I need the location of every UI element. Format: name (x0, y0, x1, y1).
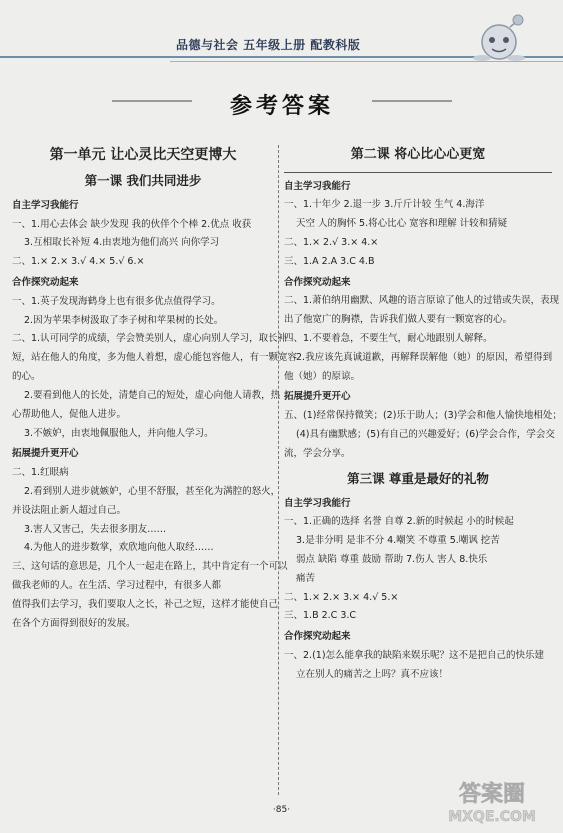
mascot-icon (470, 12, 528, 62)
main-title: 参考答案 (229, 94, 334, 119)
answer-line: 短，站在他人的角度，多为他人着想，虚心能包容他人，有一颗宽容 (12, 352, 298, 364)
answer-line: 三、这句话的意思是，几个人一起走在路上，其中肯定有一个可以 (12, 561, 288, 573)
answer-line: 在各个方面得到很好的发展。 (12, 617, 136, 629)
answer-line: 3.是非分明 是非不分 4.嘲笑 不尊重 5.嘲讽 挖苦 (296, 535, 500, 547)
right-column (284, 140, 562, 688)
svg-text:答案圈: 答案圈 (458, 782, 526, 807)
answer-line: 一、1.用心去体会 缺少发现 我的伙伴个个棒 2.优点 收获 (12, 218, 252, 230)
answer-line: 一、1.十年少 2.退一步 3.斤斤计较 生气 4.海洋 (284, 199, 485, 211)
answer-line: 并设法阻止新人超过自己。 (12, 504, 127, 516)
section-heading: 合作探究动起来 (12, 277, 79, 289)
answer-line: 二、1.× 2.√ 3.× 4.× (284, 236, 379, 248)
answer-line: 二、1.红眼病 (12, 467, 69, 479)
answer-line: 做我老师的人。在生活、学习过程中，有很多人都 (12, 580, 222, 592)
section-heading: 拓展提升更开心 (12, 448, 79, 460)
lesson-title: 第二课 将心比心心更宽 (350, 147, 486, 162)
answer-line: 一、1.英子发现海鹤身上也有很多优点值得学习。 (12, 295, 221, 307)
answer-line: 二、1.× 2.× 3.× 4.√ 5.× (284, 591, 399, 603)
main-title-band (112, 88, 452, 126)
section-heading: 自主学习我能行 (12, 199, 79, 211)
answer-line: 五、(1)经常保持微笑；(2)乐于助人；(3)学会和他人愉快地相处； (284, 410, 562, 422)
header-title: 品德与社会 五年级上册 配教科版 (176, 38, 361, 52)
answer-line: 天空 人的胸怀 5.将心比心 宽容和理解 计较和猜疑 (296, 218, 508, 230)
answer-line: 三、1.A 2.A 3.C 4.B (284, 255, 375, 267)
answer-line: 一、2.(1)怎么能拿我的缺陷来娱乐呢？这不是把自己的快乐建 (284, 650, 545, 662)
answer-line: (4)具有幽默感；(5)有自己的兴趣爱好；(6)学会合作，学会交 (296, 429, 555, 441)
section-heading: 自主学习我能行 (284, 497, 351, 509)
answer-line: 弱点 缺陷 尊重 鼓励 帮助 7.伤人 害人 8.快乐 (296, 554, 488, 566)
section-heading: 合作探究动起来 (284, 631, 351, 643)
answer-line: 2.因为苹果李树汲取了李子树和苹果树的长处。 (24, 314, 224, 326)
answer-line: 他（她）的原谅。 (284, 370, 361, 382)
answer-line: 4.为他人的进步数掌，欢欣地向他人取经…… (24, 542, 214, 554)
lesson-title: 第三课 尊重是最好的礼物 (347, 470, 489, 486)
answer-line: 3.害人又害己，失去很多朋友…… (24, 523, 167, 535)
column-divider (278, 145, 279, 795)
section-heading: 自主学习我能行 (284, 180, 351, 192)
section-rule (284, 172, 552, 173)
section-heading: 合作探究动起来 (284, 276, 351, 288)
answer-line: 四、1.不要着急，不要生气，耐心地跟别人解释。 (284, 333, 493, 345)
answer-line: 出了他宽广的胸襟，告诉我们做人要有一颗宽容的心。 (284, 314, 513, 326)
answer-line: 3.不嫉妒，由衷地佩服他人，并向他人学习。 (24, 427, 214, 439)
answer-line: 二、1.× 2.× 3.√ 4.× 5.√ 6.× (12, 256, 145, 268)
answer-line: 的心。 (12, 371, 41, 383)
svg-text:MXQE.COM: MXQE.COM (448, 809, 536, 825)
section-heading: 拓展提升更开心 (284, 391, 351, 403)
answer-line: 流，学会分享。 (284, 447, 351, 459)
answer-line: 2.我应该先真诚道歉，再解释误解他（她）的原因，希望得到 (296, 351, 553, 363)
answer-line: 二、1.萧伯纳用幽默、风趣的语言原谅了他人的过错或失误，表现 (284, 295, 560, 307)
answer-line: 2.看到别人进步就嫉妒，心里不舒服，甚至化为满腔的怒火， (24, 485, 281, 497)
left-column (12, 140, 298, 636)
answer-line: 值得我们去学习，我们要取人之长，补己之短，这样才能使自己 (12, 598, 279, 610)
answer-line: 二、1.认可同学的成绩，学会赞美别人，虚心向别人学习，取长补 (12, 333, 288, 345)
answer-line: 3.互相取长补短 4.由衷地为他们高兴 向你学习 (24, 237, 220, 249)
answer-line: 三、1.B 2.C 3.C (284, 610, 357, 622)
lesson-title: 第一课 我们共同进步 (84, 172, 202, 188)
answer-line: 痛苦 (296, 572, 316, 584)
page-number: ·85· (272, 805, 291, 815)
answer-line: 立在别人的痛苦之上吗？真不应该！ (296, 668, 449, 680)
answer-line: 2.要看到他人的长处，清楚自己的短处，虚心向他人请教，热 (24, 389, 281, 401)
answer-line: 心帮助他人，促他人进步。 (12, 408, 127, 420)
answer-line: 一、1.正确的选择 名誉 自尊 2.新的时候起 小的时候起 (284, 516, 514, 528)
watermark-logo (430, 775, 555, 827)
unit-title: 第一单元 让心灵比天空更博大 (49, 147, 237, 163)
